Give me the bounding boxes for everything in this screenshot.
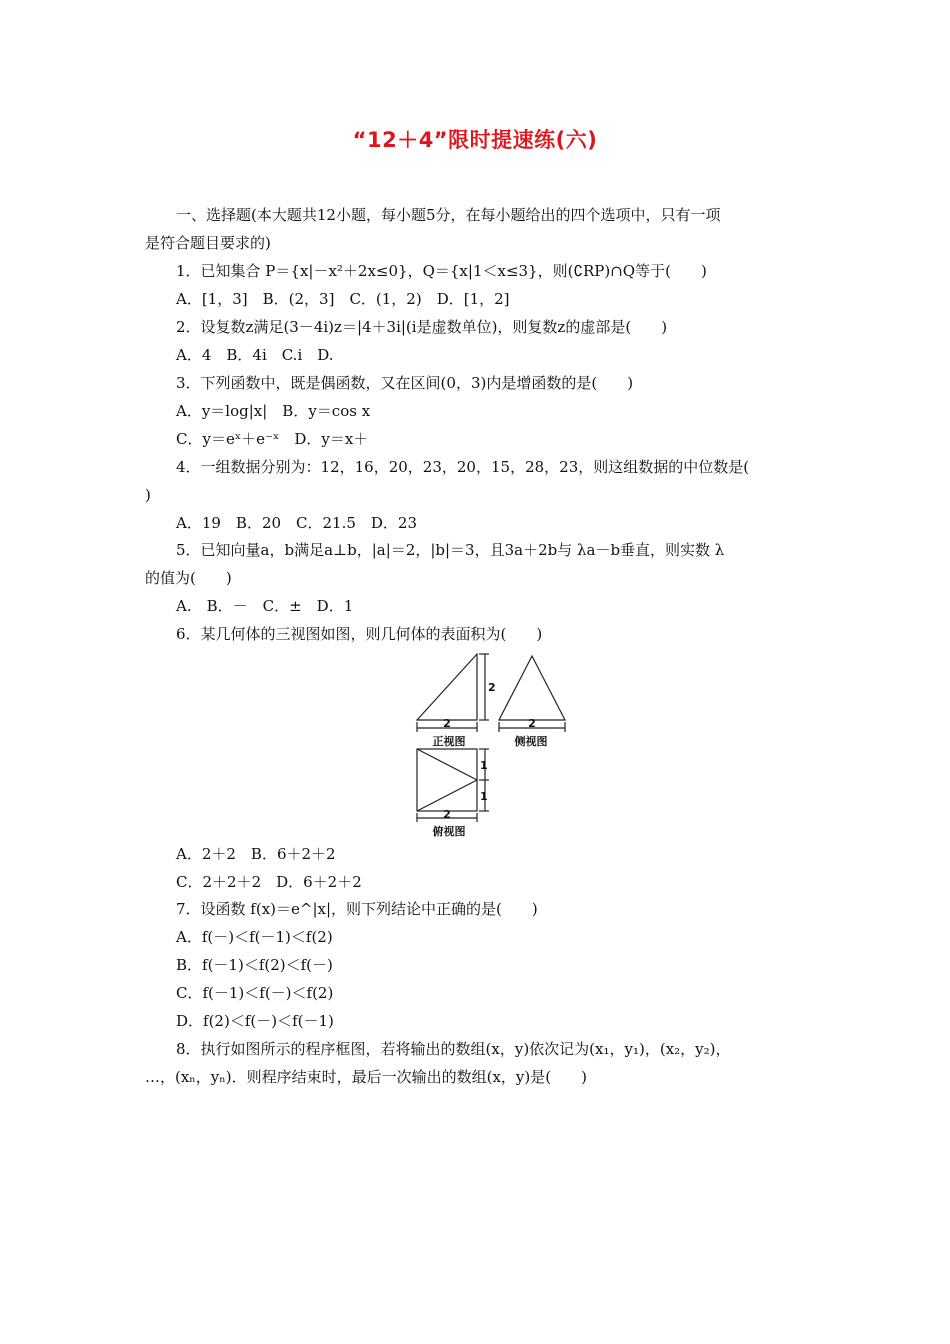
q2-stem: 2．设复数z满足(3－4i)z＝|4＋3i|(i是虚数单位)，则复数z的虚部是( ) <box>176 318 668 336</box>
top-view <box>417 749 489 838</box>
q5-options: A. B．－ C．± D．1 <box>176 597 354 615</box>
q4-stem-line2: ) <box>145 486 151 504</box>
q6-options-ab: A．2＋2 B．6＋2＋2 <box>176 845 336 863</box>
q7-option-d: D．f(2)＜f(－)＜f(－1) <box>176 1012 334 1030</box>
q2-options: A．4 B．4i C.i D. <box>176 346 334 364</box>
top-seg2-label: 1 <box>480 790 488 803</box>
page-title: “12＋4”限时提速练(六) <box>352 128 598 152</box>
q6-options-cd: C．2＋2＋2 D．6＋2＋2 <box>176 873 362 891</box>
q3-options-cd: C．y＝eˣ＋e⁻ˣ D．y＝x＋ <box>176 430 369 448</box>
q3-stem: 3．下列函数中，既是偶函数，又在区间(0，3)内是增函数的是( ) <box>176 374 634 392</box>
q1-stem: 1．已知集合 P＝{x|－x²＋2x≤0}，Q＝{x|1＜x≤3}，则(∁RP)∩Q等于( ) <box>176 262 707 280</box>
side-view-shape <box>499 656 565 720</box>
q7-stem: 7．设函数 f(x)＝e^|x|，则下列结论中正确的是( ) <box>176 900 538 918</box>
top-view-triangle <box>417 749 477 811</box>
front-height-label: 2 <box>488 681 496 694</box>
side-width-label: 2 <box>528 717 536 730</box>
q4-stem-line1: 4．一组数据分别为：12，16，20，23，20，15，28，23，则这组数据的中位数是( <box>176 458 750 476</box>
front-view-shape <box>417 654 477 720</box>
q4-options: A．19 B．20 C．21.5 D．23 <box>176 514 418 532</box>
q5-stem-line2: 的值为( ) <box>145 569 232 587</box>
q1-options: A．[1，3] B．(2，3] C．(1，2) D．[1，2] <box>176 290 510 308</box>
q8-stem-line1: 8．执行如图所示的程序框图，若将输出的数组(x，y)依次记为(x₁，y₁)，(x₂，y₂)， <box>176 1040 731 1058</box>
top-view-square <box>417 749 477 811</box>
section-intro-line2: 是符合题目要求的) <box>145 234 271 252</box>
q6-stem: 6．某几何体的三视图如图，则几何体的表面积为( ) <box>176 625 543 643</box>
q7-option-b: B．f(－1)＜f(2)＜f(－) <box>176 956 333 974</box>
q5-stem-line1: 5．已知向量a，b满足a⊥b，|a|＝2，|b|＝3，且3a＋2b与 λa－b垂直，则实数 λ <box>176 541 725 559</box>
front-width-label: 2 <box>443 717 451 730</box>
side-view <box>499 656 565 748</box>
top-seg1-label: 1 <box>480 759 488 772</box>
q7-option-a: A．f(－)＜f(－1)＜f(2) <box>176 928 333 946</box>
front-view <box>417 654 496 748</box>
top-view-caption: 俯视图 <box>432 825 466 838</box>
side-view-caption: 侧视图 <box>514 735 548 748</box>
q7-option-c: C．f(－1)＜f(－)＜f(2) <box>176 984 334 1002</box>
q3-options-ab: A．y＝log|x| B．y＝cos x <box>176 402 371 420</box>
front-view-caption: 正视图 <box>432 735 466 748</box>
section-intro-line1: 一、选择题(本大题共12小题，每小题5分，在每小题给出的四个选项中，只有一项 <box>176 206 721 224</box>
top-width-label: 2 <box>443 808 451 821</box>
three-view-figure <box>405 648 575 840</box>
q8-stem-line2: …，(xₙ，yₙ)．则程序结束时，最后一次输出的数组(x，y)是( ) <box>145 1068 587 1086</box>
